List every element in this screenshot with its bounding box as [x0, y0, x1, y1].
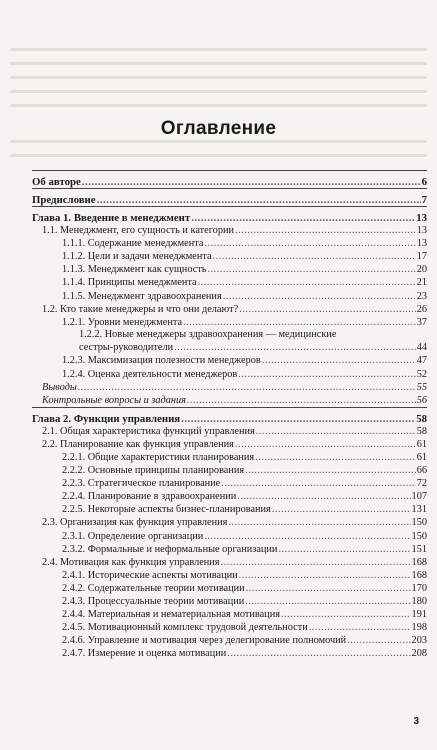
dot-leader — [245, 596, 410, 608]
dot-leader — [183, 317, 416, 329]
toc-entry[interactable] — [32, 303, 427, 316]
toc-entry-page: 13 — [416, 212, 427, 224]
toc-entry-text: Об авторе — [32, 176, 81, 188]
toc-entry[interactable] — [32, 289, 427, 302]
toc-entry-page: 37 — [416, 316, 427, 328]
toc-entry-text: 2.3.2. Формальные и неформальные организации — [62, 543, 278, 555]
toc-entry-text: Глава 1. Введение в менеджмент — [32, 212, 191, 224]
dot-leader — [256, 426, 416, 438]
toc-entry-page: 168 — [411, 556, 427, 568]
dot-leader — [208, 264, 416, 276]
toc-entry[interactable] — [32, 224, 427, 237]
toc-entry-text: 2.4.5. Мотивационный комплекс трудовой деятельности — [62, 622, 308, 634]
toc-entry-text: 2.2. Планирование как функция управления — [42, 438, 234, 450]
dot-leader — [309, 622, 411, 634]
toc-entry-page: 203 — [411, 635, 427, 647]
toc-entry[interactable] — [32, 425, 427, 438]
dot-leader — [221, 478, 415, 490]
table-of-contents — [32, 170, 427, 660]
page-title: Оглавление — [160, 118, 277, 139]
toc-entry-page: 52 — [416, 368, 427, 380]
show-through-line — [10, 76, 427, 79]
dot-leader — [191, 212, 415, 224]
toc-entry[interactable] — [32, 207, 427, 224]
dot-leader — [227, 648, 410, 660]
toc-entry[interactable] — [32, 634, 427, 647]
toc-entry-text: 1.1.4. Принципы менеджмента — [62, 277, 197, 289]
dot-leader — [235, 225, 416, 237]
toc-entry[interactable] — [32, 621, 427, 634]
toc-entry-text: 2.4.2. Содержательные теории мотивации — [62, 582, 245, 594]
page-number: 3 — [413, 716, 419, 727]
toc-entry-page: 61 — [416, 452, 427, 463]
toc-entry-page: 21 — [416, 277, 427, 289]
toc-entry-text: 2.1. Общая характеристика функций управления — [42, 425, 255, 437]
toc-entry-text: 2.4.4. Материальная и нематериальная мотивация — [62, 609, 280, 621]
show-through-line — [10, 140, 427, 143]
toc-entry-text: 2.2.1. Общие характеристики планирования — [62, 452, 255, 463]
dot-leader — [237, 491, 410, 503]
toc-entry-page: 66 — [416, 465, 427, 477]
toc-entry-text: 2.2.3. Стратегическое планирование — [62, 478, 221, 490]
toc-entry-page: 180 — [411, 596, 427, 608]
toc-entry-page: 6 — [421, 176, 427, 188]
toc-entry[interactable] — [32, 354, 427, 367]
toc-entry-text: 2.2.4. Планирование в здравоохранении — [62, 491, 237, 503]
toc-entry-text: 2.2.2. Основные принципы планирования — [62, 465, 245, 477]
toc-entry[interactable] — [32, 367, 427, 380]
toc-entry-page: 13 — [416, 225, 427, 237]
toc-entry[interactable] — [32, 276, 427, 289]
toc-entry[interactable] — [32, 647, 427, 660]
dot-leader — [245, 465, 416, 477]
toc-entry[interactable] — [32, 477, 427, 490]
dot-leader — [239, 304, 416, 316]
toc-entry[interactable] — [32, 569, 427, 582]
toc-entry-text: 1.2.1. Уровни менеджмента — [62, 316, 183, 328]
toc-entry-text: 2.4.1. Исторические аспекты мотивации — [62, 569, 238, 581]
toc-entry-text: 2.4.7. Измерение и оценка мотивации — [62, 648, 227, 660]
toc-entry-page: 58 — [416, 425, 427, 437]
toc-entry-page: 72 — [416, 478, 427, 490]
toc-entry[interactable] — [32, 250, 427, 263]
show-through-line — [10, 154, 427, 157]
toc-entry[interactable] — [32, 237, 427, 250]
toc-entry-text: 1.2. Кто такие менеджеры и что они делают? — [42, 303, 239, 315]
toc-entry[interactable] — [32, 464, 427, 477]
dot-leader — [204, 238, 415, 250]
dot-leader — [198, 277, 416, 289]
toc-entry-page: 58 — [416, 412, 427, 425]
dot-leader — [78, 382, 416, 394]
toc-entry-page: 191 — [411, 609, 427, 621]
toc-entry[interactable] — [32, 516, 427, 529]
toc-entry-page: 150 — [411, 530, 427, 542]
toc-entry-text: сестры-руководители — [79, 342, 174, 354]
dot-leader — [272, 504, 411, 516]
toc-entry[interactable] — [32, 595, 427, 608]
dot-leader — [255, 452, 416, 464]
toc-entry-page: 168 — [411, 569, 427, 581]
dot-leader — [347, 635, 410, 647]
dot-leader — [221, 557, 411, 569]
toc-entry-page: 20 — [416, 264, 427, 276]
toc-entry[interactable] — [32, 438, 427, 451]
dot-leader — [228, 517, 410, 529]
show-through-line — [10, 104, 427, 107]
toc-entry-page: 26 — [416, 303, 427, 315]
toc-entry-page: 208 — [411, 648, 427, 660]
toc-entry-page: 198 — [411, 622, 427, 634]
dot-leader — [278, 544, 410, 556]
show-through-line — [10, 62, 427, 65]
toc-entry[interactable] — [32, 529, 427, 542]
toc-entry-text: 1.2.3. Максимизация полезности менеджеров — [62, 355, 261, 367]
toc-entry-text: 2.4.3. Процессуальные теории мотивации — [62, 596, 245, 608]
toc-entry-page: 13 — [416, 238, 427, 250]
dot-leader — [246, 583, 411, 595]
toc-entry[interactable] — [32, 608, 427, 621]
toc-entry-page: 61 — [416, 438, 427, 450]
toc-entry[interactable] — [32, 503, 427, 516]
dot-leader — [174, 342, 416, 354]
toc-entry[interactable] — [32, 341, 427, 354]
toc-entry-text: 2.4.6. Управление и мотивация через делегирование полномочий — [62, 635, 347, 647]
dot-leader — [235, 439, 416, 451]
toc-entry-page: 107 — [411, 491, 427, 503]
dot-leader — [82, 176, 421, 188]
toc-entry[interactable] — [32, 316, 427, 329]
toc-entry-page: 131 — [411, 504, 427, 516]
toc-entry-text: 1.1. Менеджмент, его сущность и категории — [42, 225, 234, 237]
toc-entry-page: 150 — [411, 517, 427, 529]
dot-leader — [97, 194, 421, 206]
dot-leader — [238, 369, 415, 381]
dot-leader — [181, 413, 415, 425]
toc-entry-page: 151 — [411, 543, 427, 555]
toc-entry-text: Контрольные вопросы и задания — [42, 394, 186, 406]
toc-entry-text: 1.2.2. Новые менеджеры здравоохранения — медицинские — [79, 328, 337, 340]
dot-leader — [213, 251, 416, 263]
dot-leader — [223, 291, 416, 303]
toc-entry[interactable] — [32, 381, 427, 394]
toc-entry-page: 170 — [411, 582, 427, 594]
toc-entry-page: 7 — [421, 194, 427, 206]
toc-entry-text: 2.2.5. Некоторые аспекты бизнес-планирования — [62, 504, 271, 516]
dot-leader — [262, 355, 416, 367]
toc-entry[interactable] — [32, 543, 427, 556]
toc-entry-text: 2.4. Мотивация как функция управления — [42, 556, 220, 568]
toc-entry[interactable] — [32, 189, 427, 206]
dot-leader — [187, 395, 416, 407]
toc-entry[interactable] — [32, 171, 427, 188]
show-through-line — [10, 48, 427, 51]
dot-leader — [281, 609, 411, 621]
toc-entry[interactable] — [32, 263, 427, 276]
toc-entry[interactable] — [32, 556, 427, 569]
toc-entry-page: 56 — [416, 394, 427, 406]
toc-entry-text: 1.1.2. Цели и задачи менеджмента — [62, 251, 212, 263]
toc-entry-text: 2.3. Организация как функция управления — [42, 517, 228, 529]
toc-entry-text: 1.1.5. Менеджмент здравоохранения — [62, 290, 222, 302]
toc-entry[interactable] — [32, 582, 427, 595]
toc-entry[interactable] — [32, 490, 427, 503]
toc-entry-page: 55 — [416, 381, 427, 393]
toc-entry-text: 2.3.1. Определение организации — [62, 530, 204, 542]
toc-entry-text: 1.1.1. Содержание менеджмента — [62, 238, 204, 250]
toc-entry-text: 1.2.4. Оценка деятельности менеджеров — [62, 368, 238, 380]
toc-entry-page: 17 — [416, 251, 427, 263]
dot-leader — [204, 531, 410, 543]
toc-entry[interactable] — [32, 394, 427, 407]
toc-entry-page: 44 — [416, 342, 427, 354]
dot-leader — [239, 570, 411, 582]
toc-entry[interactable] — [32, 451, 427, 464]
toc-entry-text: 1.1.3. Менеджмент как сущность — [62, 264, 207, 276]
show-through-line — [10, 90, 427, 93]
toc-entry-page: 47 — [416, 355, 427, 367]
toc-entry[interactable] — [32, 408, 427, 425]
toc-entry-text: Глава 2. Функции управления — [32, 412, 181, 425]
toc-entry-text: Предисловие — [32, 194, 96, 206]
toc-entry-text: Выводы — [42, 381, 77, 393]
toc-entry-page: 23 — [416, 290, 427, 302]
